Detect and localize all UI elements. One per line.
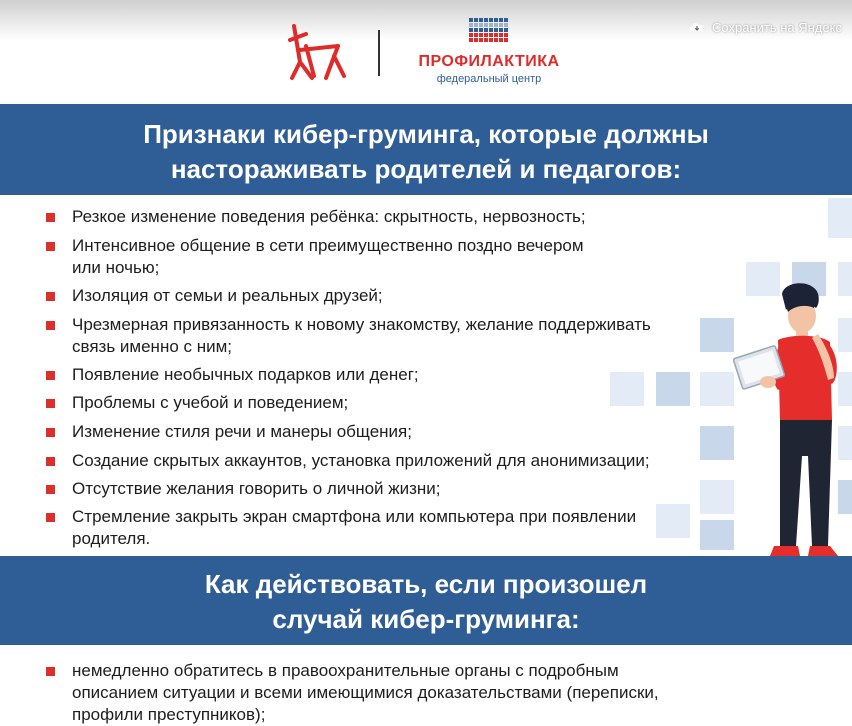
bullet-icon <box>46 667 55 676</box>
bullet-icon <box>46 242 55 251</box>
bullet-icon <box>46 321 55 330</box>
chair-logo-icon <box>286 22 352 82</box>
bullet-icon <box>46 457 55 466</box>
bullet-icon <box>46 371 55 380</box>
bullet-icon <box>46 513 55 522</box>
bullet-icon <box>46 292 55 301</box>
section2-title-line1: Как действовать, если произошел <box>204 569 648 599</box>
list-item: Создание скрытых аккаунтов, установка приложений для анонимизации; <box>72 451 650 470</box>
bullet-icon <box>46 399 55 408</box>
section1-title-line2: настораживать родителей и педагогов: <box>170 154 682 184</box>
brand-subtitle: федеральный центр <box>436 73 542 85</box>
list-item-continuation: связь именно с ним; <box>72 337 233 356</box>
list-item-continuation: описанием ситуации и всеми имеющимися доказательствами (переписки, <box>72 683 659 702</box>
list-item-continuation: профили преступников); <box>72 705 266 724</box>
profilaktika-logo-icon <box>469 18 509 46</box>
section2-title-banner <box>0 556 852 645</box>
save-to-yandex-button[interactable] <box>688 17 842 37</box>
decor-square <box>656 504 690 538</box>
section2-title-line2: случай кибер-груминга: <box>272 604 580 634</box>
list-item: Стремление закрыть экран смартфона или компьютера при появлении <box>72 507 637 526</box>
person-with-tablet-illustration <box>728 280 852 570</box>
list-item: Проблемы с учебой и поведением; <box>72 393 349 412</box>
list-item-continuation: родителя. <box>72 529 151 548</box>
logo-divider <box>378 30 380 76</box>
save-icon <box>688 20 706 34</box>
list-item: Резкое изменение поведения ребёнка: скрытность, нервозность; <box>72 207 586 226</box>
decor-square <box>656 372 690 406</box>
bullet-icon <box>46 213 55 222</box>
bullet-icon <box>46 485 55 494</box>
list-item-continuation: или ночью; <box>72 258 160 277</box>
decor-square <box>610 372 644 406</box>
list-item: Отсутствие желания говорить о личной жизни; <box>72 479 441 498</box>
list-item: Чрезмерная привязанность к новому знакомству, желание поддерживать <box>72 315 651 334</box>
list-item: Изменение стиля речи и манеры общения; <box>72 422 412 441</box>
decor-square <box>828 198 852 238</box>
list-item: немедленно обратитесь в правоохранительные органы с подробным <box>72 661 619 680</box>
list-item: Появление необычных подарков или денег; <box>72 365 419 384</box>
section1-title-banner <box>0 104 852 195</box>
list-item: Интенсивное общение в сети преимущественно поздно вечером <box>72 236 584 255</box>
section1-title-line1: Признаки кибер-груминга, которые должны <box>143 119 709 149</box>
brand-name: ПРОФИЛАКТИКА <box>418 53 560 70</box>
header-bar <box>0 0 852 104</box>
list-item: Изоляция от семьи и реальных друзей; <box>72 286 383 305</box>
bullet-icon <box>46 428 55 437</box>
save-button-label: Сохранить на Яндекс <box>712 19 842 35</box>
